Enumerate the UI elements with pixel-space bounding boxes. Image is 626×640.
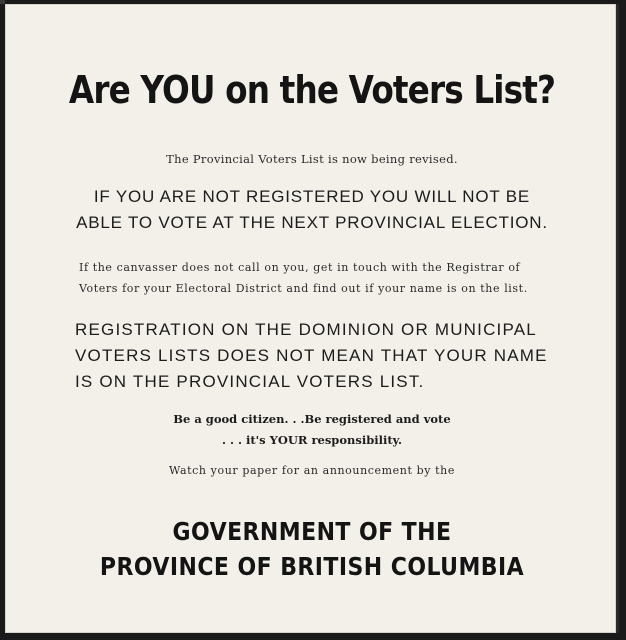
government-signature: [42, 514, 582, 584]
citizen-line: Be a good citizen. . .Be registered and vote: [173, 412, 451, 426]
warning-block: [5, 184, 619, 236]
government-line: PROVINCE OF BRITISH COLUMBIA: [99, 552, 525, 581]
canvasser-line: If the canvasser does not call on you, get in touch with the Registrar of: [79, 261, 521, 274]
registration-line: REGISTRATION ON THE DOMINION OR MUNICIPAL: [75, 320, 537, 339]
advertisement-page: [5, 4, 619, 633]
watch-note: Watch your paper for an announcement by the: [169, 464, 455, 477]
revised-note: The Provincial Voters List is now being revised.: [166, 152, 458, 166]
warning-line: ABLE TO VOTE AT THE NEXT PROVINCIAL ELECTION.: [76, 213, 548, 232]
crop-mark-top-left: [0, 0, 5, 4]
canvasser-line: Voters for your Electoral District and find out if your name is on the list.: [79, 282, 528, 295]
citizen-line: . . . it's YOUR responsibility.: [221, 433, 403, 447]
registration-block: [75, 317, 548, 395]
registration-line: IS ON THE PROVINCIAL VOTERS LIST.: [75, 372, 425, 391]
canvasser-paragraph: [79, 257, 528, 299]
warning-line: IF YOU ARE NOT REGISTERED YOU WILL NOT BE: [93, 187, 531, 206]
registration-line: VOTERS LISTS DOES NOT MEAN THAT YOUR NAME: [75, 346, 548, 365]
government-line: GOVERNMENT OF THE: [172, 517, 452, 546]
citizen-slogan: [5, 409, 619, 451]
headline: Are YOU on the Voters List?: [68, 68, 556, 112]
